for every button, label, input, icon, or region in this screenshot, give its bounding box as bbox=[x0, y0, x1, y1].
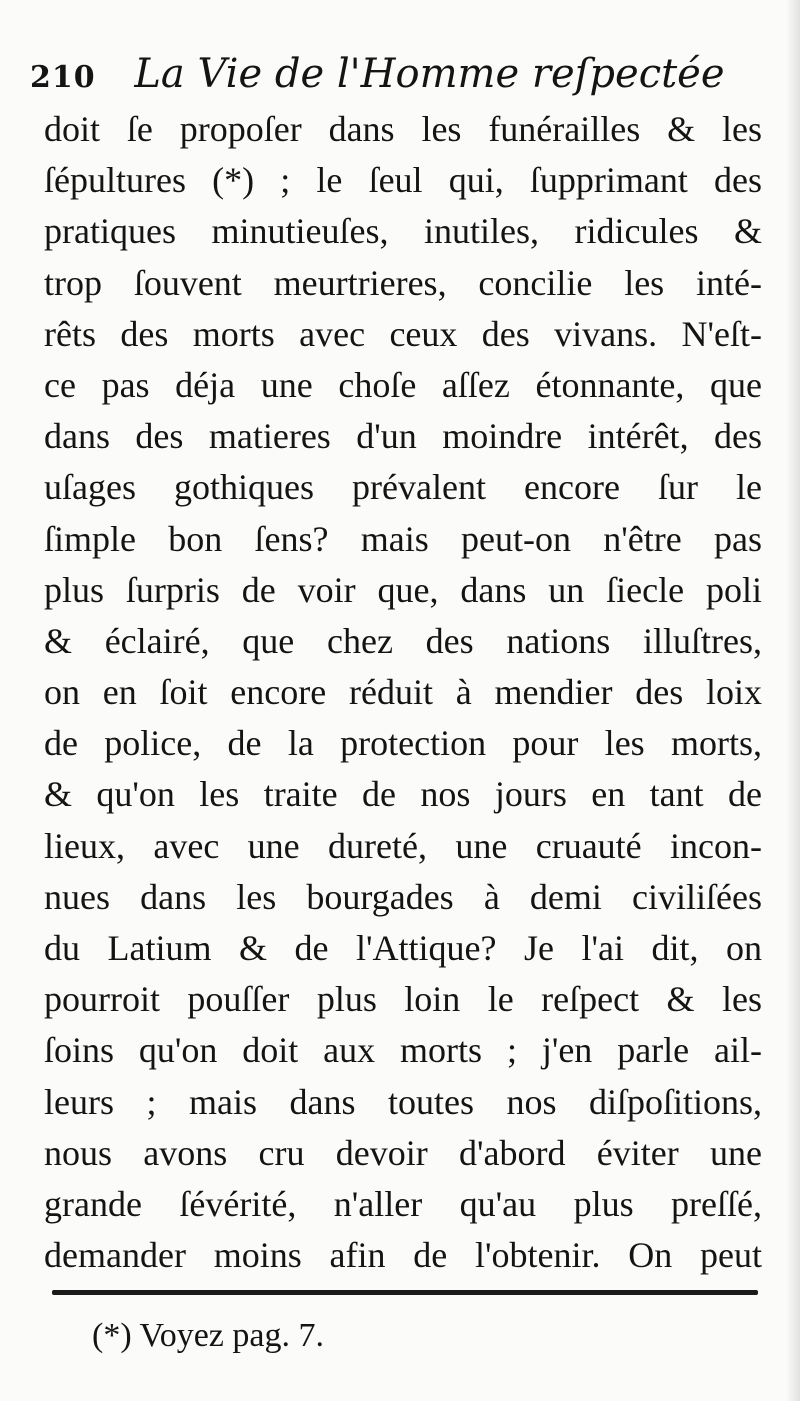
text-line: ce pas déja une choſe aſſez étonnante, que bbox=[44, 364, 762, 405]
text-line: ſépultures (*) ; le ſeul qui, ſupprimant des bbox=[44, 160, 762, 201]
text-line: plus ſurpris de voir que, dans un ſiecle poli bbox=[44, 569, 762, 610]
text-line: ſoins qu'on doit aux morts ; j'en parle ail- bbox=[44, 1030, 762, 1071]
body-text bbox=[44, 104, 762, 1281]
text-line: nues dans les bourgades à demi civiliſées bbox=[44, 876, 762, 917]
text-line: pourroit pouſſer plus loin le reſpect & les bbox=[44, 979, 762, 1020]
page-edge-shadow bbox=[786, 0, 800, 1401]
text-line: on en ſoit encore réduit à mendier des loix bbox=[44, 672, 762, 713]
text-line: & qu'on les traite de nos jours en tant de bbox=[44, 774, 762, 815]
page-number: 210 bbox=[30, 60, 96, 95]
text-line: lieux, avec une dureté, une cruauté incon- bbox=[44, 825, 762, 866]
footnote: (*) Voyez pag. 7. bbox=[92, 1317, 324, 1354]
text-line: ſimple bon ſens? mais peut-on n'être pas bbox=[44, 518, 762, 559]
text-line: rêts des morts avec ceux des vivans. N'eſt- bbox=[44, 313, 762, 354]
text-line: leurs ; mais dans toutes nos diſpoſitions, bbox=[44, 1081, 762, 1122]
text-line: demander moins afin de l'obtenir. On peut bbox=[44, 1235, 762, 1276]
running-title: La Vie de l'Homme reſpectée bbox=[134, 51, 725, 97]
text-line: trop ſouvent meurtrieres, concilie les inté- bbox=[44, 262, 762, 303]
footnote-rule bbox=[52, 1290, 758, 1295]
text-line: du Latium & de l'Attique? Je l'ai dit, on bbox=[44, 928, 762, 968]
text-line: & éclairé, que chez des nations illuſtres, bbox=[44, 620, 762, 661]
text-line: grande ſévérité, n'aller qu'au plus preſſé, bbox=[44, 1183, 762, 1224]
text-line: uſages gothiques prévalent encore ſur le bbox=[44, 467, 762, 508]
text-line: pratiques minutieuſes, inutiles, ridicules & bbox=[44, 211, 762, 252]
text-line: nous avons cru devoir d'abord éviter une bbox=[44, 1132, 762, 1173]
text-line: dans des matieres d'un moindre intérêt, des bbox=[44, 416, 762, 457]
running-head bbox=[30, 44, 770, 104]
text-line: de police, de la protection pour les morts, bbox=[44, 723, 762, 764]
text-line: doit ſe propoſer dans les funérailles & les bbox=[44, 109, 762, 149]
